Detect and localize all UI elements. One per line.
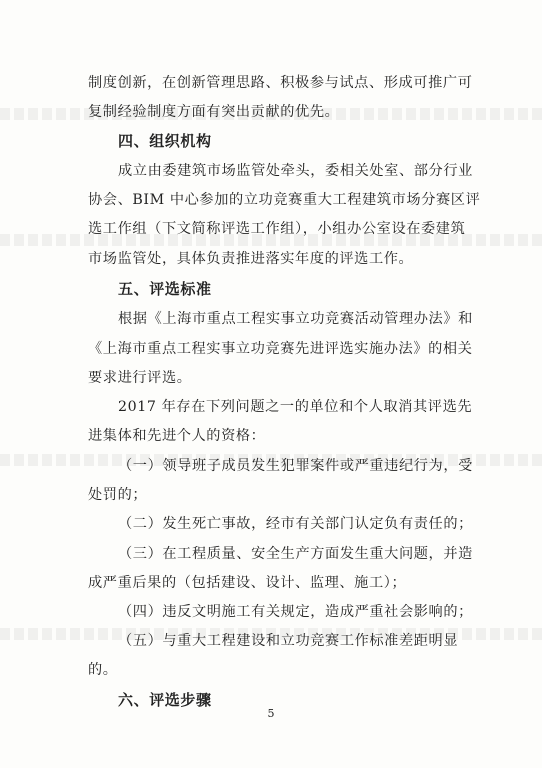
body-text-line: 选工作组（下文简称评选工作组），小组办公室设在委建筑: [88, 221, 466, 237]
body-text-line: 协会、BIM 中心参加的立功竞赛重大工程建筑市场分赛区评: [88, 192, 481, 208]
body-text-line: 根据《上海市重点工程实事立功竞赛活动管理办法》和: [118, 311, 473, 327]
body-text-line: 复制经验制度方面有突出贡献的优先。: [88, 104, 340, 120]
page-number: 5: [267, 707, 275, 720]
body-text-line: 要求进行评选。: [88, 370, 192, 386]
body-text-line: 市场监管处，具体负责推进落实年度的评选工作。: [88, 251, 414, 267]
section-heading: 五、评选标准: [118, 280, 212, 298]
body-text-line: 成严重后果的（包括建设、设计、监理、施工）；: [88, 575, 407, 591]
section-heading: 四、组织机构: [118, 132, 212, 150]
body-text-line: 进集体和先进个人的资格：: [88, 428, 266, 444]
body-text-line: 处罚的；: [88, 487, 148, 503]
body-text-line: （一）领导班子成员发生犯罪案件或严重违纪行为，受: [118, 458, 473, 474]
body-text-line: （四）违反文明施工有关规定，造成严重社会影响的；: [118, 604, 473, 620]
section-heading: 六、评选步骤: [118, 691, 212, 709]
body-text-line: 的。: [88, 662, 118, 678]
body-text-line: （三）在工程质量、安全生产方面发生重大问题，并造: [118, 546, 473, 562]
body-text-line: 2017 年存在下列问题之一的单位和个人取消其评选先: [118, 399, 473, 415]
body-text-line: 制度创新，在创新管理思路、积极参与试点、形成可推广可: [88, 75, 473, 91]
body-text-line: （五）与重大工程建设和立功竞赛工作标准差距明显: [118, 633, 459, 649]
body-text-line: 成立由委建筑市场监管处牵头，委相关处室、部分行业: [118, 163, 473, 179]
body-text-line: 《上海市重点工程实事立功竞赛先进评选实施办法》的相关: [88, 341, 473, 357]
body-text-line: （二）发生死亡事故，经市有关部门认定负有责任的；: [118, 516, 473, 532]
